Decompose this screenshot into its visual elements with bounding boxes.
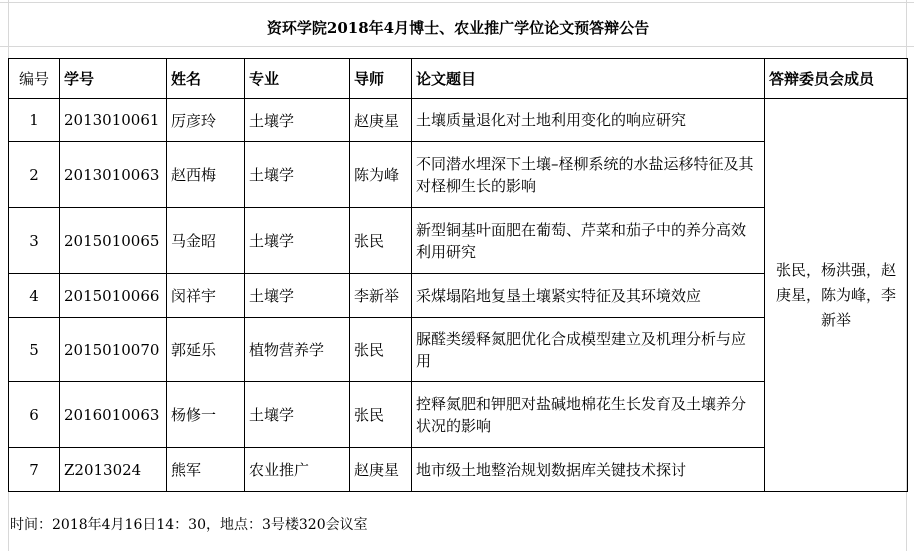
cell-advisor[interactable]: 赵庚星 bbox=[350, 448, 412, 492]
header-major[interactable]: 专业 bbox=[245, 59, 350, 99]
header-committee[interactable]: 答辩委员会成员 bbox=[765, 59, 908, 99]
schedule-footer-note[interactable]: 时间：2018年4月16日14：30，地点：3号楼320会议室 bbox=[10, 517, 368, 533]
cell-advisor[interactable]: 李新举 bbox=[350, 274, 412, 318]
cell-no[interactable]: 1 bbox=[9, 99, 60, 142]
cell-thesis[interactable]: 脲醛类缓释氮肥优化合成模型建立及机理分析与应用 bbox=[412, 318, 765, 382]
cell-committee[interactable]: 张民，杨洪强，赵庚星，陈为峰，李新举 bbox=[765, 99, 908, 492]
cell-thesis[interactable]: 新型铜基叶面肥在葡萄、芹菜和茄子中的养分高效利用研究 bbox=[412, 208, 765, 274]
cell-advisor[interactable]: 赵庚星 bbox=[350, 99, 412, 142]
header-name[interactable]: 姓名 bbox=[167, 59, 245, 99]
cell-no[interactable]: 7 bbox=[9, 448, 60, 492]
cell-advisor[interactable]: 张民 bbox=[350, 382, 412, 448]
cell-thesis[interactable]: 不同潜水埋深下土壤–柽柳系统的水盐运移特征及其对柽柳生长的影响 bbox=[412, 142, 765, 208]
cell-major[interactable]: 土壤学 bbox=[245, 99, 350, 142]
gridline bbox=[0, 46, 914, 47]
cell-student-id[interactable]: 2015010070 bbox=[60, 318, 167, 382]
cell-student-id[interactable]: Z2013024 bbox=[60, 448, 167, 492]
cell-thesis[interactable]: 土壤质量退化对土地利用变化的响应研究 bbox=[412, 99, 765, 142]
cell-name[interactable]: 杨修一 bbox=[167, 382, 245, 448]
cell-advisor[interactable]: 张民 bbox=[350, 208, 412, 274]
gridline bbox=[0, 2, 914, 3]
cell-name[interactable]: 马金昭 bbox=[167, 208, 245, 274]
cell-name[interactable]: 厉彦玲 bbox=[167, 99, 245, 142]
cell-no[interactable]: 6 bbox=[9, 382, 60, 448]
cell-advisor[interactable]: 张民 bbox=[350, 318, 412, 382]
cell-major[interactable]: 土壤学 bbox=[245, 382, 350, 448]
cell-name[interactable]: 郭延乐 bbox=[167, 318, 245, 382]
cell-advisor[interactable]: 陈为峰 bbox=[350, 142, 412, 208]
cell-major[interactable]: 土壤学 bbox=[245, 142, 350, 208]
cell-name[interactable]: 闵祥宇 bbox=[167, 274, 245, 318]
cell-student-id[interactable]: 2015010065 bbox=[60, 208, 167, 274]
header-no[interactable]: 编号 bbox=[9, 59, 60, 99]
table-row bbox=[9, 99, 908, 142]
header-row bbox=[9, 59, 908, 99]
cell-student-id[interactable]: 2016010063 bbox=[60, 382, 167, 448]
header-advisor[interactable]: 导师 bbox=[350, 59, 412, 99]
page-title: 资环学院2018年4月博士、农业推广学位论文预答辩公告 bbox=[266, 19, 650, 37]
cell-no[interactable]: 4 bbox=[9, 274, 60, 318]
cell-no[interactable]: 5 bbox=[9, 318, 60, 382]
header-student-id[interactable]: 学号 bbox=[60, 59, 167, 99]
cell-no[interactable]: 3 bbox=[9, 208, 60, 274]
cell-thesis[interactable]: 地市级土地整治规划数据库关键技术探讨 bbox=[412, 448, 765, 492]
cell-thesis[interactable]: 采煤塌陷地复垦土壤紧实特征及其环境效应 bbox=[412, 274, 765, 318]
cell-no[interactable]: 2 bbox=[9, 142, 60, 208]
cell-major[interactable]: 土壤学 bbox=[245, 274, 350, 318]
cell-name[interactable]: 熊军 bbox=[167, 448, 245, 492]
cell-major[interactable]: 农业推广 bbox=[245, 448, 350, 492]
cell-student-id[interactable]: 2015010066 bbox=[60, 274, 167, 318]
cell-thesis[interactable]: 控释氮肥和钾肥对盐碱地棉花生长发育及土壤养分状况的影响 bbox=[412, 382, 765, 448]
cell-student-id[interactable]: 2013010063 bbox=[60, 142, 167, 208]
defense-schedule-table bbox=[8, 58, 908, 492]
cell-major[interactable]: 植物营养学 bbox=[245, 318, 350, 382]
cell-major[interactable]: 土壤学 bbox=[245, 208, 350, 274]
cell-name[interactable]: 赵西梅 bbox=[167, 142, 245, 208]
cell-student-id[interactable]: 2013010061 bbox=[60, 99, 167, 142]
header-thesis[interactable]: 论文题目 bbox=[412, 59, 765, 99]
